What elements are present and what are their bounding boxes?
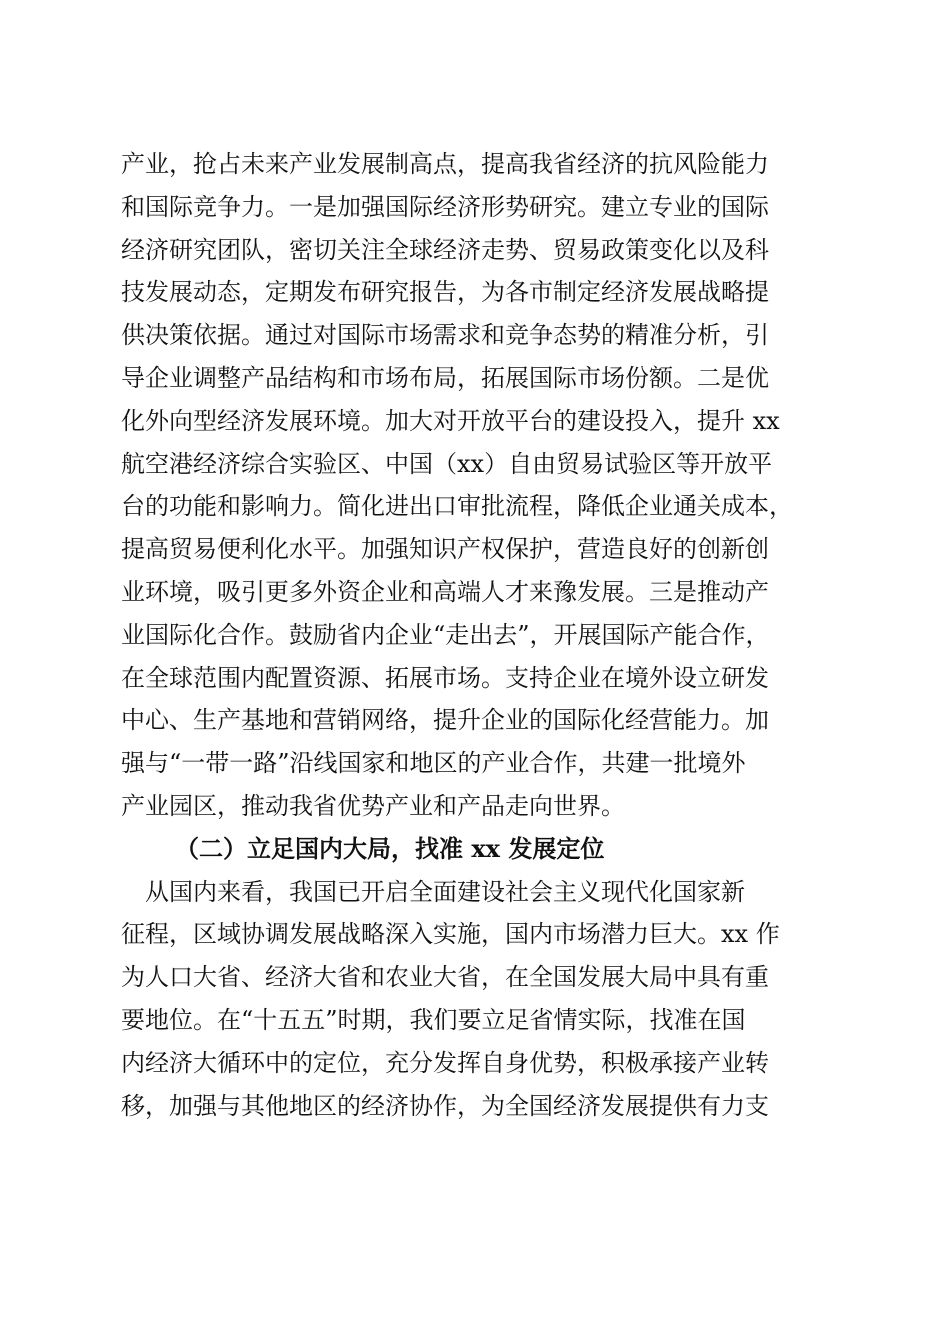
paragraph-line: 和国际竞争力。一是加强国际经济形势研究。建立专业的国际: [121, 192, 769, 221]
paragraph-line: 化外向型经济发展环境。加大对开放平台的建设投入，提升 xx: [121, 406, 780, 435]
paragraph-line: 为人口大省、经济大省和农业大省，在全国发展大局中具有重: [121, 963, 769, 992]
paragraph-line: 台的功能和影响力。简化进出口审批流程，降低企业通关成本，: [121, 492, 793, 521]
paragraph-line: 业环境，吸引更多外资企业和高端人才来豫发展。三是推动产: [121, 577, 769, 606]
paragraph-line: 从国内来看，我国已开启全面建设社会主义现代化国家新: [145, 877, 745, 906]
paragraph-line: 强与“一带一路”沿线国家和地区的产业合作，共建一批境外: [121, 749, 746, 778]
paragraph-line: 技发展动态，定期发布研究报告，为各市制定经济发展战略提: [121, 278, 769, 307]
paragraph-line: 导企业调整产品结构和市场布局，拓展国际市场份额。二是优: [121, 363, 769, 392]
paragraph-line: 提高贸易便利化水平。加强知识产权保护，营造良好的创新创: [121, 535, 769, 564]
document-body: [121, 143, 831, 1127]
paragraph-line: 产业园区，推动我省优势产业和产品走向世界。: [121, 791, 625, 820]
paragraph-line: 在全球范围内配置资源、拓展市场。支持企业在境外设立研发: [121, 663, 769, 692]
paragraph-line: 经济研究团队，密切关注全球经济走势、贸易政策变化以及科: [121, 235, 769, 264]
paragraph-line: 业国际化合作。鼓励省内企业“走出去”，开展国际产能合作，: [121, 620, 770, 649]
paragraph-line: 内经济大循环中的定位，充分发挥自身优势，积极承接产业转: [121, 1048, 769, 1077]
paragraph-line: 中心、生产基地和营销网络，提升企业的国际化经营能力。加: [121, 706, 769, 735]
paragraph-line: 移，加强与其他地区的经济协作，为全国经济发展提供有力支: [121, 1091, 769, 1120]
paragraph-line: 航空港经济综合实验区、中国（xx）自由贸易试验区等开放平: [121, 449, 773, 478]
paragraph-line: 要地位。在“十五五”时期，我们要立足省情实际，找准在国: [121, 1005, 746, 1034]
section-heading: （二）立足国内大局，找准 xx 发展定位: [175, 833, 605, 863]
paragraph-line: 供决策依据。通过对国际市场需求和竞争态势的精准分析，引: [121, 321, 769, 350]
paragraph-line: 征程，区域协调发展战略深入实施，国内市场潜力巨大。xx 作: [121, 920, 780, 949]
paragraph-line: 产业，抢占未来产业发展制高点，提高我省经济的抗风险能力: [121, 150, 769, 178]
